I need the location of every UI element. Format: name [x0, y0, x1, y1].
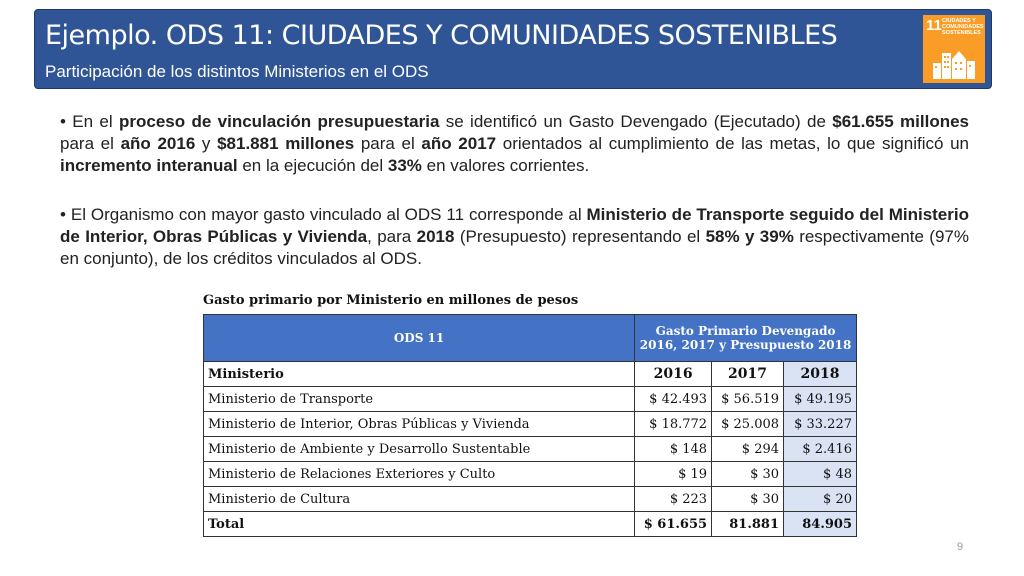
- year-2016: 2016: [635, 362, 712, 387]
- table-header-row: [204, 315, 857, 362]
- text: en valores corrientes.: [421, 156, 590, 175]
- bold-text: Ministerio de Transporte seguido del Ministerio de Interior, Obras Públicas y Vivienda: [60, 205, 969, 246]
- header-ods: ODS 11: [204, 315, 635, 362]
- bold-text: 58% y 39%: [705, 227, 794, 246]
- value-2017: $ 30: [712, 487, 784, 512]
- header-spending: Gasto Primario Devengado 2016, 2017 y Presupuesto 2018: [635, 315, 857, 362]
- paragraph-main-organism: [60, 204, 969, 270]
- value-2018: $ 48: [784, 462, 857, 487]
- value-2017: $ 56.519: [712, 387, 784, 412]
- ministry-name: Ministerio de Interior, Obras Públicas y Vivienda: [204, 412, 635, 437]
- value-2017: $ 30: [712, 462, 784, 487]
- table-row: [204, 462, 857, 487]
- table-caption: Gasto primario por Ministerio en millones de pesos: [203, 293, 579, 308]
- ministry-name: Ministerio de Transporte: [204, 387, 635, 412]
- ministry-spending-table: [203, 314, 857, 537]
- table-row: [204, 487, 857, 512]
- bold-text: año 2016: [120, 134, 196, 153]
- text: se identificó un Gasto Devengado (Ejecutado) de: [439, 112, 833, 131]
- value-2016: $ 42.493: [635, 387, 712, 412]
- ministry-name: Ministerio de Relaciones Exteriores y Culto: [204, 462, 635, 487]
- value-2016: $ 18.772: [635, 412, 712, 437]
- text: orientados al cumplimiento de las metas, lo que significó un: [496, 134, 970, 153]
- total-label: Total: [204, 512, 635, 537]
- buildings-icon: [931, 45, 977, 79]
- text: • En el: [60, 112, 119, 131]
- bold-text: proceso de vinculación presupuestaria: [119, 112, 440, 131]
- text: para el: [60, 134, 121, 153]
- value-2016: $ 223: [635, 487, 712, 512]
- text: , para: [367, 227, 417, 246]
- year-2018: 2018: [784, 362, 857, 387]
- text: en la ejecución del: [237, 156, 388, 175]
- bold-text: 33%: [387, 156, 422, 175]
- slide-subtitle: Participación de los distintos Ministerios en el ODS: [45, 62, 429, 81]
- badge-number: 11: [926, 17, 942, 34]
- page-number: 9: [957, 541, 964, 553]
- total-2016: $ 61.655: [635, 512, 712, 537]
- bold-text: 2018: [416, 227, 455, 246]
- text: para el: [354, 134, 422, 153]
- slide-title: Ejemplo. ODS 11: CIUDADES Y COMUNIDADES SOSTENIBLES: [45, 20, 838, 51]
- year-2017: 2017: [712, 362, 784, 387]
- value-2018: $ 33.227: [784, 412, 857, 437]
- table-row: [204, 437, 857, 462]
- total-2018: 84.905: [784, 512, 857, 537]
- value-2017: $ 294: [712, 437, 784, 462]
- bold-text: año 2017: [421, 134, 497, 153]
- table-year-row: [204, 362, 857, 387]
- bold-text: $61.655 millones: [832, 112, 970, 131]
- paragraph-budget-linkage: [60, 111, 969, 177]
- value-2016: $ 148: [635, 437, 712, 462]
- text: y: [195, 134, 218, 153]
- text: respectivamente (97% en conjunto), de los créditos vinculados al ODS.: [60, 227, 969, 268]
- text: • El Organismo con mayor gasto vinculado al ODS 11 corresponde al: [60, 205, 587, 224]
- value-2018: $ 2.416: [784, 437, 857, 462]
- ministry-name: Ministerio de Ambiente y Desarrollo Sustentable: [204, 437, 635, 462]
- badge-label: CIUDADES Y COMUNIDADES SOSTENIBLES: [942, 18, 984, 36]
- ministry-name: Ministerio de Cultura: [204, 487, 635, 512]
- table-row: [204, 387, 857, 412]
- value-2018: $ 49.195: [784, 387, 857, 412]
- total-2017: 81.881: [712, 512, 784, 537]
- slide-header: [34, 9, 992, 89]
- bold-text: incremento interanual: [60, 156, 238, 175]
- sdg-11-badge: [923, 15, 985, 83]
- table-total-row: [204, 512, 857, 537]
- bold-text: $81.881 millones: [217, 134, 355, 153]
- label-header: Ministerio: [204, 362, 635, 387]
- text: (Presupuesto) representando el: [454, 227, 706, 246]
- value-2017: $ 25.008: [712, 412, 784, 437]
- value-2016: $ 19: [635, 462, 712, 487]
- value-2018: $ 20: [784, 487, 857, 512]
- table-row: [204, 412, 857, 437]
